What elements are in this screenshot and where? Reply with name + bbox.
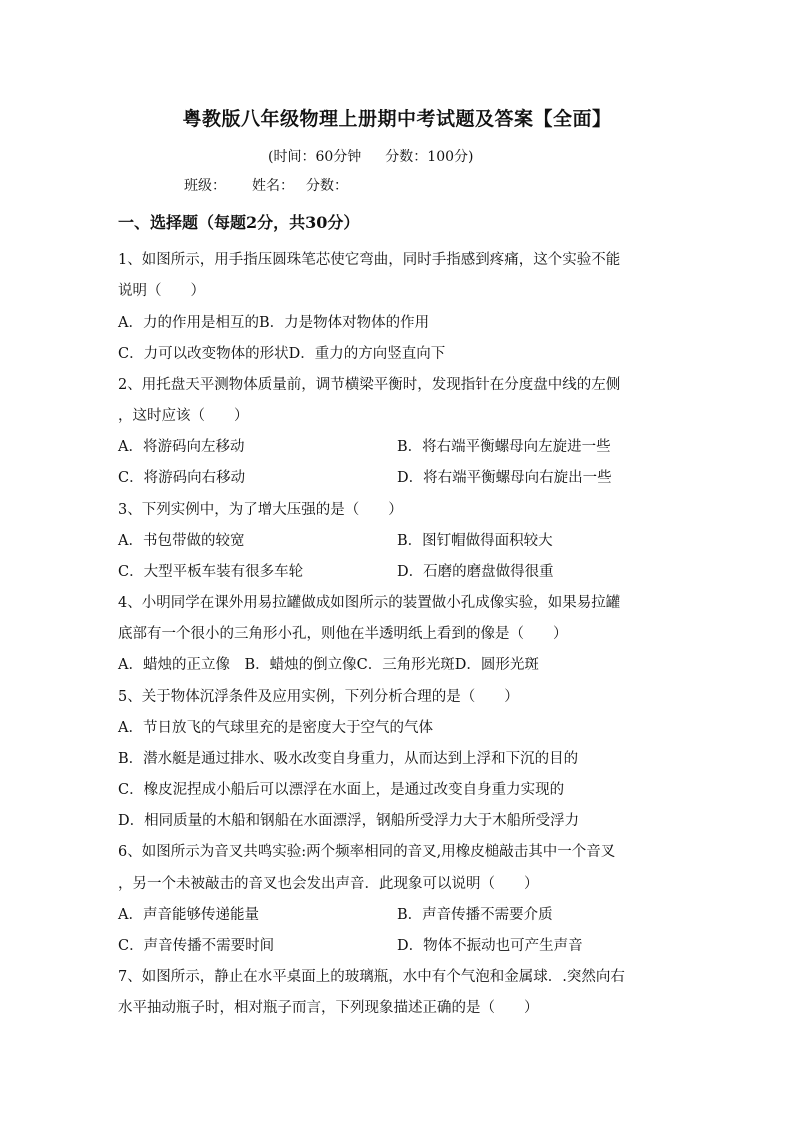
question-5-stem-line-1: 5、关于物体沉浮条件及应用实例，下列分析合理的是（ ） xyxy=(118,689,519,705)
question-3-option-c: C．大型平板车装有很多车轮 xyxy=(118,564,304,580)
section-heading: 一、选择题（每题2分，共30分） xyxy=(118,213,360,232)
question-2-option-b: B．将右端平衡螺母向左旋进一些 xyxy=(397,439,611,455)
question-6-option-c: C．声音传播不需要时间 xyxy=(118,938,275,954)
question-5-option-d: D．相同质量的木船和钢船在水面漂浮，钢船所受浮力大于木船所受浮力 xyxy=(118,813,580,829)
question-2-option-c: C．将游码向右移动 xyxy=(118,470,246,486)
exam-meta xyxy=(268,146,473,166)
question-1-option-row-1: A．力的作用是相互的B．力是物体对物体的作用 xyxy=(118,315,430,331)
name-label: 姓名： xyxy=(252,178,294,194)
score-label: 分数： xyxy=(306,178,348,194)
student-info xyxy=(184,175,348,195)
question-3-option-d: D．石磨的磨盘做得很重 xyxy=(397,564,554,580)
exam-score: 分数：100分) xyxy=(385,149,474,165)
question-6-option-b: B．声音传播不需要介质 xyxy=(397,907,553,923)
question-4-option-row: A．蜡烛的正立像 B．蜡烛的倒立像C．三角形光斑D．圆形光斑 xyxy=(118,657,539,673)
question-4-stem-line-2: 底部有一个很小的三角形小孔，则他在半透明纸上看到的像是（ ） xyxy=(118,626,568,642)
question-4-stem-line-1: 4、小明同学在课外用易拉罐做成如图所示的装置做小孔成像实验，如果易拉罐 xyxy=(118,595,621,611)
question-7-stem-line-1: 7、如图所示，静止在水平桌面上的玻璃瓶，水中有个气泡和金属球．.突然向右 xyxy=(118,969,625,985)
question-3-option-b: B．图钉帽做得面积较大 xyxy=(397,533,553,549)
question-5-option-c: C．橡皮泥捏成小船后可以漂浮在水面上，是通过改变自身重力实现的 xyxy=(118,782,565,798)
question-2-option-a: A．将游码向左移动 xyxy=(118,439,245,455)
question-6-stem-line-1: 6、如图所示为音叉共鸣实验:两个频率相同的音叉,用橡皮槌敲击其中一个音叉 xyxy=(118,844,616,860)
question-2-stem-line-1: 2、用托盘天平测物体质量前，调节横梁平衡时，发现指针在分度盘中线的左侧 xyxy=(118,377,621,393)
exam-time: (时间：60分钟 xyxy=(268,149,362,165)
question-3-stem-line-1: 3、下列实例中，为了增大压强的是（ ） xyxy=(118,502,403,518)
question-2-option-d: D．将右端平衡螺母向右旋出一些 xyxy=(397,470,612,486)
question-3-option-a: A．书包带做的较宽 xyxy=(118,533,245,549)
question-1-stem-line-1: 1、如图所示，用手指压圆珠笔芯使它弯曲，同时手指感到疼痛，这个实验不能 xyxy=(118,252,621,268)
question-6-option-a: A．声音能够传递能量 xyxy=(118,907,259,923)
question-5-option-a: A．节日放飞的气球里充的是密度大于空气的气体 xyxy=(118,720,433,736)
page-title: 粤教版八年级物理上册期中考试题及答案【全面】 xyxy=(182,108,612,130)
question-6-option-d: D．物体不振动也可产生声音 xyxy=(397,938,583,954)
class-label: 班级： xyxy=(184,178,226,194)
question-1-stem-line-2: 说明（ ） xyxy=(118,283,205,299)
question-6-stem-line-2: ，另一个未被敲击的音叉也会发出声音．此现象可以说明（ ） xyxy=(118,876,539,892)
question-2-stem-line-2: ，这时应该（ ） xyxy=(118,408,249,424)
question-7-stem-line-2: 水平抽动瓶子时，相对瓶子而言，下列现象描述正确的是（ ） xyxy=(118,1000,539,1016)
question-1-option-row-2: C．力可以改变物体的形状D．重力的方向竖直向下 xyxy=(118,346,446,362)
question-5-option-b: B．潜水艇是通过排水、吸水改变自身重力，从而达到上浮和下沉的目的 xyxy=(118,751,579,767)
